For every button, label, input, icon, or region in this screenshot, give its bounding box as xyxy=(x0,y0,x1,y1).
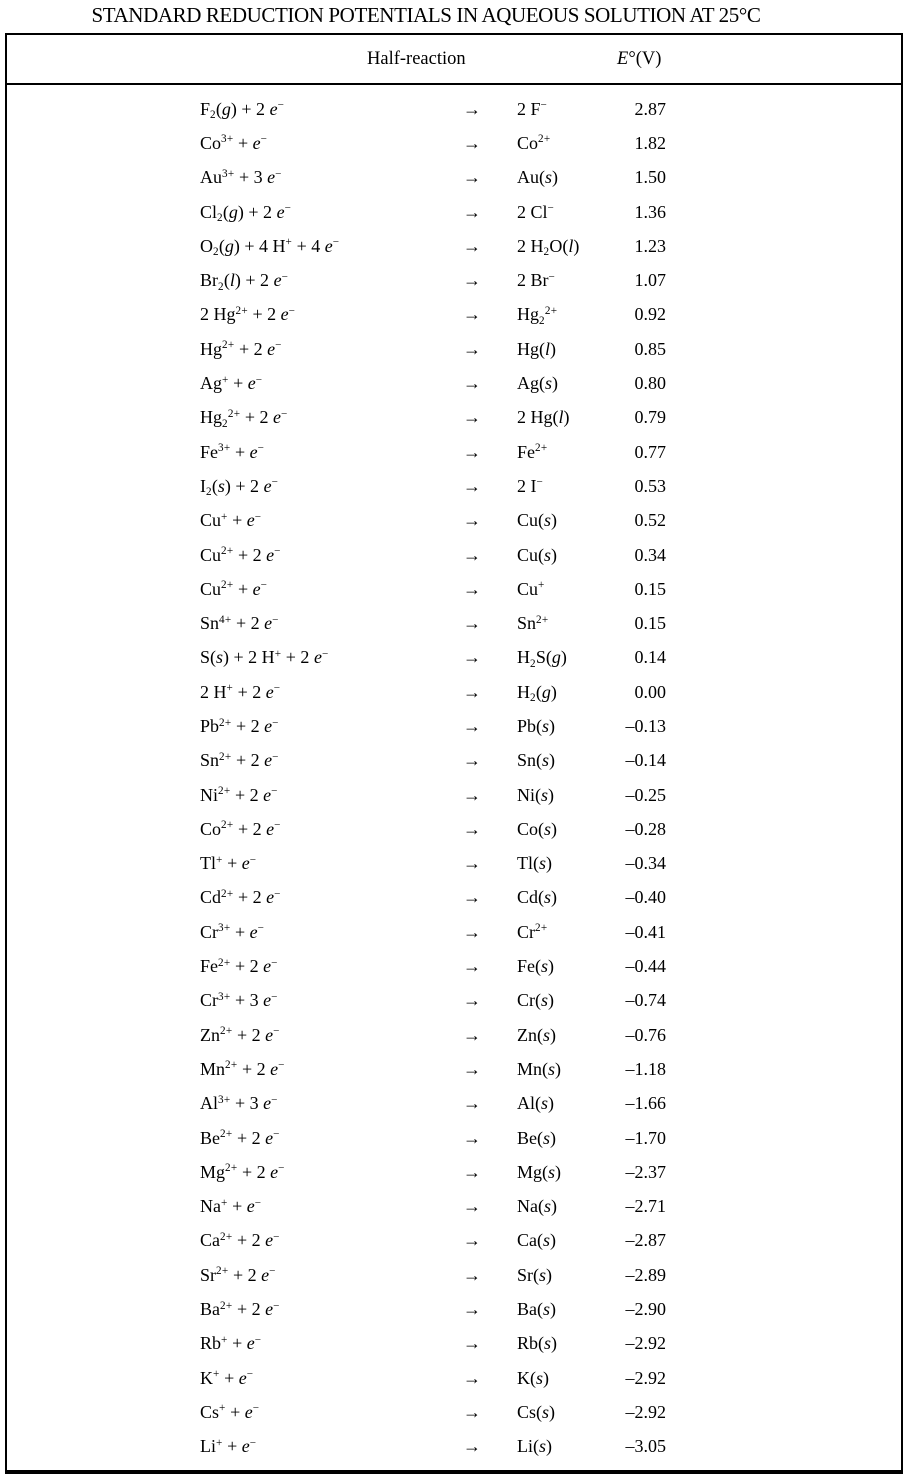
half-reaction-products: Na(s) xyxy=(517,1196,557,1217)
reaction-arrow-icon: → xyxy=(463,167,481,188)
reaction-arrow-icon: → xyxy=(463,1230,481,1251)
half-reaction-products: $H_2S(g)$ xyxy=(517,647,567,670)
reaction-arrow-icon: → xyxy=(463,818,481,839)
half-reaction-products: Rb(s) xyxy=(517,1333,558,1354)
potential-value: –2.92 xyxy=(625,1367,666,1388)
potential-value: 1.50 xyxy=(634,167,666,188)
half-reaction-products: Be(s) xyxy=(517,1127,557,1148)
table-row xyxy=(7,606,901,640)
half-reaction-reactants: $Zn^{2+} + 2$ e− xyxy=(200,1024,280,1045)
table-row xyxy=(7,469,901,503)
half-reaction-reactants: $Mn^{2+} + 2$ e− xyxy=(200,1058,285,1079)
table-title: STANDARD REDUCTION POTENTIALS IN AQUEOUS SOLUTION AT 25°C xyxy=(91,3,761,27)
table-row xyxy=(7,504,901,538)
half-reaction-products: Cd(s) xyxy=(517,887,558,908)
half-reaction-products: K(s) xyxy=(517,1367,550,1388)
reaction-arrow-icon: → xyxy=(463,1161,481,1182)
reaction-arrow-icon: → xyxy=(463,510,481,531)
table-row xyxy=(7,1258,901,1292)
potential-value: 0.79 xyxy=(634,407,666,428)
potential-value: –0.74 xyxy=(625,990,666,1011)
table-row xyxy=(7,401,901,435)
half-reaction-products: Au(s) xyxy=(517,167,559,188)
potential-value: –2.71 xyxy=(625,1196,666,1217)
table-header-row xyxy=(7,35,901,85)
half-reaction-reactants: $Be^{2+} + 2$ e− xyxy=(200,1127,280,1148)
reaction-arrow-icon: → xyxy=(463,475,481,496)
half-reaction-products: 2 Br− xyxy=(517,270,556,291)
potential-value: –3.05 xyxy=(625,1436,666,1457)
table-row xyxy=(7,641,901,675)
half-reaction-products: Cu(s) xyxy=(517,510,558,531)
potential-value: –0.14 xyxy=(625,750,666,771)
potential-value: 0.15 xyxy=(634,613,666,634)
table-row xyxy=(7,572,901,606)
half-reaction-products: Sr(s) xyxy=(517,1264,553,1285)
half-reaction-reactants: $Cu^{2+} + e^-$ xyxy=(200,578,268,599)
half-reaction-reactants: $Sr^{2+} + 2$ e− xyxy=(200,1264,276,1285)
half-reaction-products: Ag(s) xyxy=(517,373,559,394)
half-reaction-products: $H_2(g)$ xyxy=(517,681,557,705)
potential-value: 1.82 xyxy=(634,132,666,153)
potential-value: 2.87 xyxy=(634,98,666,119)
reaction-arrow-icon: → xyxy=(463,921,481,942)
potential-value: 0.52 xyxy=(634,510,666,531)
reaction-arrow-icon: → xyxy=(463,407,481,428)
table-row xyxy=(7,1018,901,1052)
table-row xyxy=(7,675,901,709)
table-row xyxy=(7,538,901,572)
table-row xyxy=(7,812,901,846)
reaction-arrow-icon: → xyxy=(463,235,481,256)
reaction-arrow-icon: → xyxy=(463,1401,481,1422)
half-reaction-products: $Sn^{2+}$ xyxy=(517,613,549,634)
half-reaction-reactants: $Cu^{2+} + 2$ e− xyxy=(200,544,281,565)
reaction-arrow-icon: → xyxy=(463,750,481,771)
reduction-potentials-table xyxy=(5,33,903,1474)
potential-value: –1.18 xyxy=(625,1058,666,1079)
half-reaction-reactants: Na+ + e− xyxy=(200,1196,262,1217)
half-reaction-reactants: $Fe^{3+} + e^-$ xyxy=(200,441,265,462)
half-reaction-products: 2 F− xyxy=(517,98,548,119)
half-reaction-products: $Co^{2+}$ xyxy=(517,132,551,153)
reaction-arrow-icon: → xyxy=(463,1196,481,1217)
table-row xyxy=(7,847,901,881)
potential-value: 1.07 xyxy=(634,270,666,291)
reaction-arrow-icon: → xyxy=(463,1367,481,1388)
table-row xyxy=(7,1052,901,1086)
table-row xyxy=(7,949,901,983)
half-reaction-reactants: $Fe^{2+} + 2$ e− xyxy=(200,956,278,977)
half-reaction-reactants: $O_2(g) + 4$ H+ + 4 e− xyxy=(200,235,340,259)
table-row xyxy=(7,915,901,949)
reaction-arrow-icon: → xyxy=(463,1299,481,1320)
reaction-arrow-icon: → xyxy=(463,1333,481,1354)
column-header-half-reaction: Half-reaction xyxy=(367,49,466,69)
half-reaction-reactants: Cu+ + e− xyxy=(200,510,262,531)
table-row xyxy=(7,1224,901,1258)
potential-value: –0.40 xyxy=(625,887,666,908)
half-reaction-reactants: $Au^{3+} + 3$ e− xyxy=(200,167,282,188)
potential-value: 0.53 xyxy=(634,475,666,496)
half-reaction-products: Cu+ xyxy=(517,578,545,599)
half-reaction-products: Cs(s) xyxy=(517,1401,556,1422)
table-row xyxy=(7,744,901,778)
half-reaction-products: Sn(s) xyxy=(517,750,556,771)
reaction-arrow-icon: → xyxy=(463,578,481,599)
half-reaction-products: Fe(s) xyxy=(517,956,555,977)
potential-value: 1.36 xyxy=(634,201,666,222)
half-reaction-reactants: K+ + e− xyxy=(200,1367,254,1388)
half-reaction-reactants: $I_2(s) + 2$ e− xyxy=(200,475,279,499)
reaction-arrow-icon: → xyxy=(463,1058,481,1079)
half-reaction-products: $Hg_2^{2+}$ xyxy=(517,304,558,327)
reaction-arrow-icon: → xyxy=(463,1127,481,1148)
half-reaction-products: Mg(s) xyxy=(517,1161,562,1182)
half-reaction-products: Cu(s) xyxy=(517,544,558,565)
half-reaction-reactants: Tl+ + e− xyxy=(200,853,257,874)
half-reaction-products: Pb(s) xyxy=(517,715,556,736)
reaction-arrow-icon: → xyxy=(463,304,481,325)
half-reaction-reactants: $F_2(g) + 2$ e− xyxy=(200,98,285,122)
half-reaction-products: 2 Hg(l) xyxy=(517,407,570,428)
half-reaction-reactants: Li+ + e− xyxy=(200,1436,257,1457)
potential-value: 0.34 xyxy=(634,544,666,565)
potential-value: 0.92 xyxy=(634,304,666,325)
potential-value: 0.80 xyxy=(634,373,666,394)
potential-value: 0.85 xyxy=(634,338,666,359)
table-row xyxy=(7,709,901,743)
half-reaction-products: Cr(s) xyxy=(517,990,555,1011)
reaction-arrow-icon: → xyxy=(463,1093,481,1114)
reaction-arrow-icon: → xyxy=(463,784,481,805)
half-reaction-reactants: $Ba^{2+} + 2$ e− xyxy=(200,1299,280,1320)
half-reaction-reactants: $Al^{3+} + 3$ e− xyxy=(200,1093,278,1114)
half-reaction-products: Co(s) xyxy=(517,818,558,839)
half-reaction-products: 2 $H_2O(l)$ xyxy=(517,235,580,259)
potential-value: –2.89 xyxy=(625,1264,666,1285)
half-reaction-products: Ba(s) xyxy=(517,1299,557,1320)
potential-value: –0.25 xyxy=(625,784,666,805)
half-reaction-reactants: Cs+ + e− xyxy=(200,1401,260,1422)
table-row xyxy=(7,195,901,229)
potential-value: –2.92 xyxy=(625,1401,666,1422)
reaction-arrow-icon: → xyxy=(463,544,481,565)
table-row xyxy=(7,1190,901,1224)
half-reaction-reactants: $Ni^{2+} + 2$ e− xyxy=(200,784,278,805)
potential-value: –0.41 xyxy=(625,921,666,942)
table-row xyxy=(7,1395,901,1429)
reaction-arrow-icon: → xyxy=(463,956,481,977)
half-reaction-products: Mn(s) xyxy=(517,1058,562,1079)
table-row xyxy=(7,263,901,297)
potential-value: –0.44 xyxy=(625,956,666,977)
half-reaction-reactants: $Br_2(l) + 2$ e− xyxy=(200,270,289,293)
reaction-arrow-icon: → xyxy=(463,373,481,394)
table-row xyxy=(7,1327,901,1361)
potential-value: –0.13 xyxy=(625,715,666,736)
table-row xyxy=(7,778,901,812)
reaction-arrow-icon: → xyxy=(463,613,481,634)
potential-value: –1.70 xyxy=(625,1127,666,1148)
reaction-arrow-icon: → xyxy=(463,1264,481,1285)
table-row xyxy=(7,298,901,332)
reaction-arrow-icon: → xyxy=(463,132,481,153)
reaction-arrow-icon: → xyxy=(463,887,481,908)
reaction-arrow-icon: → xyxy=(463,201,481,222)
potential-value: –0.34 xyxy=(625,853,666,874)
potential-value: 0.15 xyxy=(634,578,666,599)
potential-value: –2.92 xyxy=(625,1333,666,1354)
half-reaction-products: Ni(s) xyxy=(517,784,555,805)
potential-value: –1.66 xyxy=(625,1093,666,1114)
half-reaction-reactants: $Hg_2^{2+} + 2$ e− xyxy=(200,407,288,430)
half-reaction-products: 2 Cl− xyxy=(517,201,555,222)
reaction-arrow-icon: → xyxy=(463,441,481,462)
table-row xyxy=(7,92,901,126)
potential-value: 1.23 xyxy=(634,235,666,256)
reaction-arrow-icon: → xyxy=(463,681,481,702)
reaction-arrow-icon: → xyxy=(463,1436,481,1457)
table-row xyxy=(7,366,901,400)
half-reaction-products: 2 I− xyxy=(517,475,544,496)
half-reaction-reactants: $Pb^{2+} + 2$ e− xyxy=(200,715,279,736)
half-reaction-products: Al(s) xyxy=(517,1093,555,1114)
half-reaction-products: Ca(s) xyxy=(517,1230,557,1251)
reaction-arrow-icon: → xyxy=(463,270,481,291)
half-reaction-reactants: $Co^{3+} + e^-$ xyxy=(200,132,268,153)
potential-value: –2.37 xyxy=(625,1161,666,1182)
half-reaction-reactants: Rb+ + e− xyxy=(200,1333,262,1354)
table-row xyxy=(7,881,901,915)
half-reaction-reactants: $Sn^{2+} + 2$ e− xyxy=(200,750,279,771)
half-reaction-reactants: $Co^{2+} + 2$ e− xyxy=(200,818,281,839)
half-reaction-reactants: $Cl_2(g) + 2$ e− xyxy=(200,201,292,225)
table-row xyxy=(7,332,901,366)
reaction-arrow-icon: → xyxy=(463,853,481,874)
half-reaction-reactants: 2 H+ + 2 e− xyxy=(200,681,281,702)
table-row xyxy=(7,161,901,195)
potential-value: 0.00 xyxy=(634,681,666,702)
half-reaction-reactants: $Hg^{2+} + 2$ e− xyxy=(200,338,282,359)
half-reaction-reactants: $Ca^{2+} + 2$ e− xyxy=(200,1230,280,1251)
half-reaction-products: Zn(s) xyxy=(517,1024,557,1045)
half-reaction-products: $Cr^{2+}$ xyxy=(517,921,548,942)
table-row xyxy=(7,126,901,160)
half-reaction-products: $Fe^{2+}$ xyxy=(517,441,548,462)
reaction-arrow-icon: → xyxy=(463,990,481,1011)
half-reaction-reactants: Ag+ + e− xyxy=(200,373,263,394)
table-row xyxy=(7,435,901,469)
half-reaction-products: Tl(s) xyxy=(517,853,553,874)
table-row xyxy=(7,1361,901,1395)
table-row xyxy=(7,1292,901,1326)
potential-value: 0.14 xyxy=(634,647,666,668)
half-reaction-reactants: $Cr^{3+} + e^-$ xyxy=(200,921,265,942)
half-reaction-products: Li(s) xyxy=(517,1436,553,1457)
reaction-arrow-icon: → xyxy=(463,98,481,119)
half-reaction-reactants: $Cr^{3+} + 3$ e− xyxy=(200,990,278,1011)
table-row xyxy=(7,1121,901,1155)
half-reaction-reactants: $Mg^{2+} + 2$ e− xyxy=(200,1161,285,1182)
half-reaction-reactants: $Sn^{4+} + 2$ e− xyxy=(200,613,279,634)
table-body xyxy=(7,85,901,1464)
potential-value: 0.77 xyxy=(634,441,666,462)
half-reaction-products: Hg(l) xyxy=(517,338,557,359)
table-row xyxy=(7,1430,901,1464)
table-row xyxy=(7,229,901,263)
reaction-arrow-icon: → xyxy=(463,715,481,736)
potential-value: –0.28 xyxy=(625,818,666,839)
table-row xyxy=(7,1155,901,1189)
half-reaction-reactants: $Cd^{2+} + 2$ e− xyxy=(200,887,281,908)
potential-value: –0.76 xyxy=(625,1024,666,1045)
half-reaction-reactants: S(s) + 2 H+ + 2 e− xyxy=(200,647,329,668)
reaction-arrow-icon: → xyxy=(463,1024,481,1045)
potential-value: –2.90 xyxy=(625,1299,666,1320)
half-reaction-reactants: 2 $Hg^{2+} + 2$ e− xyxy=(200,304,296,325)
table-row xyxy=(7,1087,901,1121)
reaction-arrow-icon: → xyxy=(463,647,481,668)
reaction-arrow-icon: → xyxy=(463,338,481,359)
table-row xyxy=(7,984,901,1018)
potential-value: –2.87 xyxy=(625,1230,666,1251)
column-header-potential: E°(V) xyxy=(617,49,662,69)
